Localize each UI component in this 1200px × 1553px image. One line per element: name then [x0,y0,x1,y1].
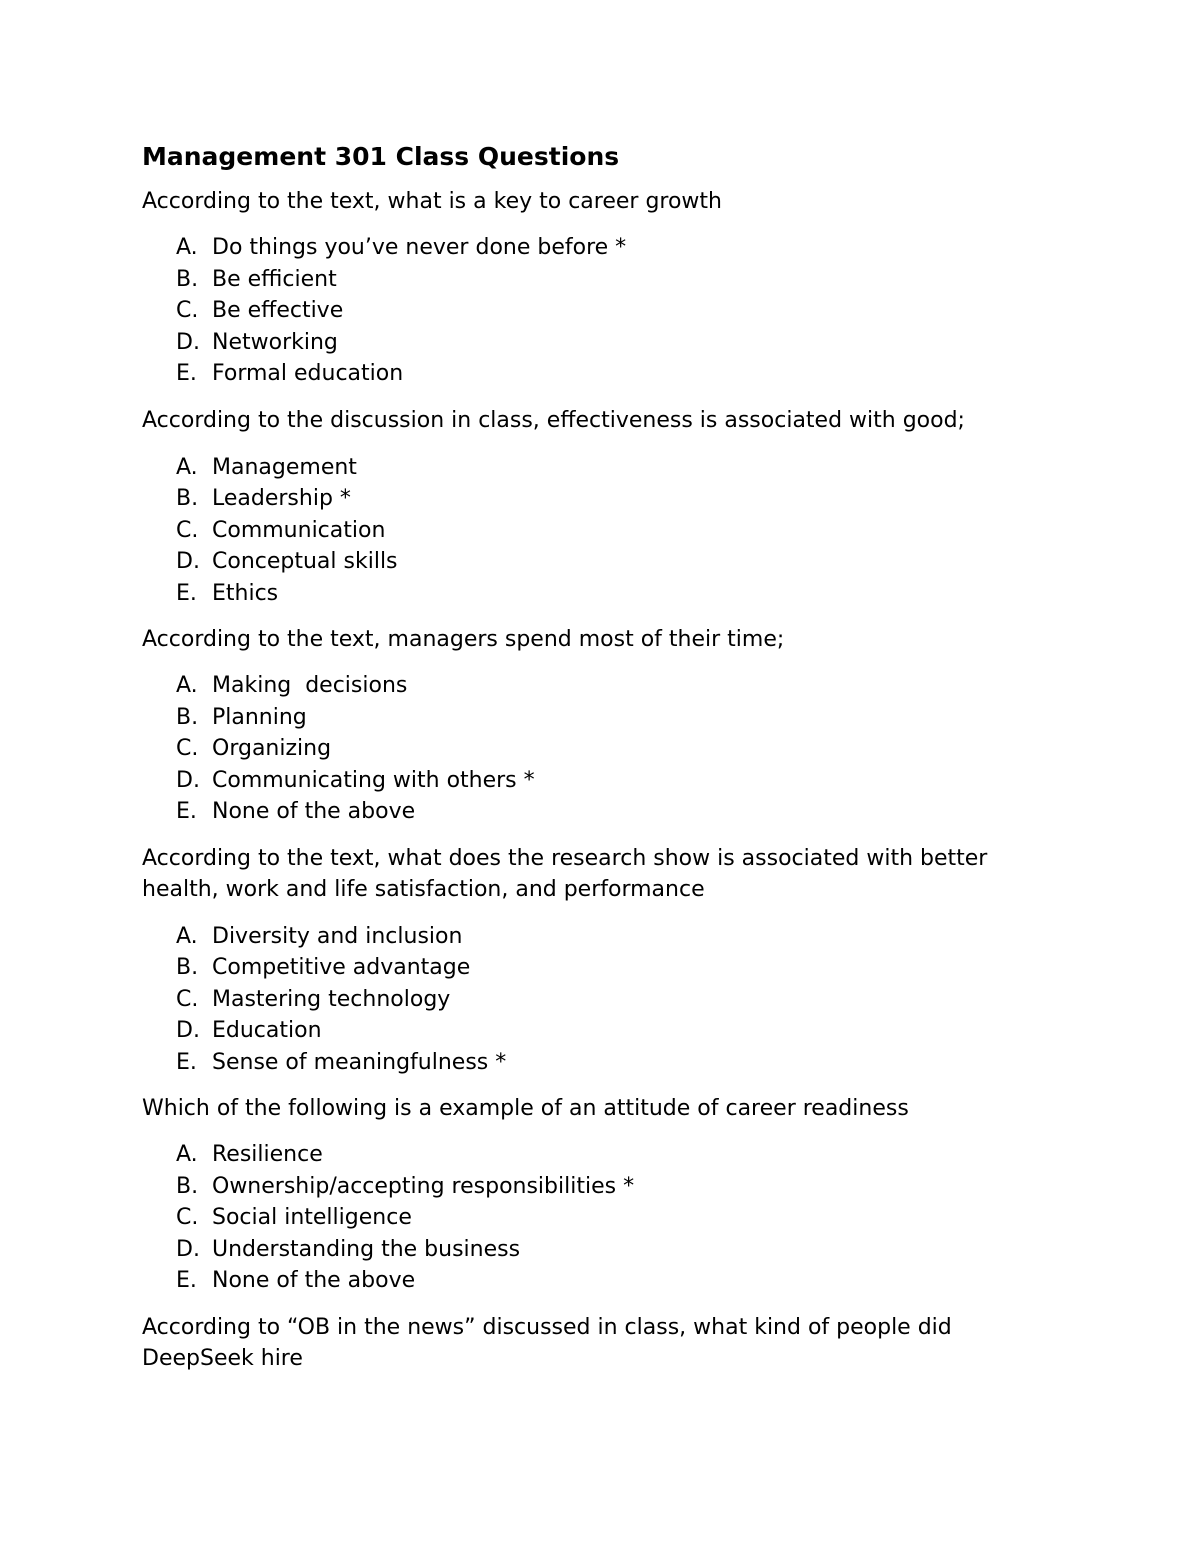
option-item [142,264,1062,296]
option-text: Communicating with others * [212,767,535,793]
option-item [142,1139,1062,1171]
option-letter: C. [176,986,199,1012]
option-letter: D. [176,1018,200,1043]
option-item [142,921,1062,953]
option-letter: C. [176,736,199,761]
option-text: Ownership/accepting responsibilities * [212,1173,635,1199]
option-text: Education [212,1018,322,1043]
option-item [142,1265,1062,1297]
option-letter: A. [176,235,198,260]
option-item [142,232,1062,264]
question-text: According to the discussion in class, effectiveness is associated with good; [142,407,965,433]
question-text: According to the text, what is a key to career growth [142,189,722,214]
option-letter: C. [176,517,199,543]
option-text: Mastering technology [212,986,451,1012]
option-text: Diversity and inclusion [212,923,463,949]
document-title: Management 301 Class Questions [142,142,620,171]
option-letter: D. [176,549,200,574]
option-text: None of the above [212,1268,416,1293]
option-item [142,1234,1062,1266]
question-block [142,624,1062,828]
option-letter: D. [176,1236,200,1262]
option-item [142,1015,1062,1047]
question-block [142,1093,1062,1297]
option-text: Communication [212,517,386,543]
option-letter: A. [176,1142,198,1167]
option-item [142,1047,1062,1079]
option-text: Do things you’ve never done before * [212,235,627,260]
option-text: Social intelligence [212,1205,412,1230]
option-letter: E. [176,1049,197,1075]
option-item [142,358,1062,390]
option-item [142,984,1062,1016]
option-item [142,1202,1062,1234]
option-item [142,452,1062,484]
option-letter: B. [176,266,199,292]
question-text: According to “OB in the news” discussed in class, what kind of people did DeepSeek hire [142,1314,952,1371]
option-text: Conceptual skills [212,549,398,574]
option-letter: A. [176,454,198,480]
option-letter: B. [176,704,199,730]
option-item [142,295,1062,327]
question-block [142,186,1062,390]
option-letter: C. [176,298,199,323]
option-letter: B. [176,486,199,511]
option-list [142,1139,1062,1297]
option-text: Sense of meaningfulness * [212,1049,507,1075]
option-item [142,796,1062,828]
option-letter: E. [176,1268,197,1293]
option-list [142,670,1062,828]
question-block [142,405,1062,610]
document-page [142,138,1062,1374]
option-text: Planning [212,704,307,730]
option-text: Making decisions [212,673,408,698]
option-item [142,483,1062,515]
option-item [142,515,1062,547]
option-text: Networking [212,329,338,355]
option-text: Resilience [212,1142,323,1167]
option-letter: A. [176,923,198,949]
option-letter: D. [176,767,200,793]
option-text: Formal education [212,361,404,386]
option-item [142,578,1062,610]
option-text: None of the above [212,799,416,824]
option-letter: B. [176,1173,199,1199]
option-text: Leadership * [212,486,351,511]
question-text: Which of the following is a example of an attitude of career readiness [142,1096,909,1121]
option-item [142,1171,1062,1203]
option-item [142,765,1062,797]
option-letter: E. [176,361,197,386]
option-letter: E. [176,580,197,606]
question-text: According to the text, managers spend most of their time; [142,627,785,652]
option-list [142,232,1062,390]
option-list [142,921,1062,1079]
option-letter: E. [176,799,197,824]
option-item [142,670,1062,702]
option-text: Be efficient [212,266,337,292]
option-text: Organizing [212,736,332,761]
option-list [142,452,1062,610]
option-letter: C. [176,1205,199,1230]
option-item [142,952,1062,984]
option-item [142,702,1062,734]
question-block [142,1312,1062,1374]
question-text: According to the text, what does the research show is associated with better health, work and life satisfaction, and performance [142,845,988,902]
option-item [142,733,1062,765]
option-text: Competitive advantage [212,955,471,980]
option-text: Ethics [212,580,279,606]
option-letter: A. [176,673,198,698]
option-text: Management [212,454,357,480]
question-block [142,843,1062,1079]
option-item [142,546,1062,578]
option-text: Understanding the business [212,1236,521,1262]
option-letter: D. [176,329,200,355]
option-letter: B. [176,955,199,980]
option-item [142,327,1062,359]
option-text: Be effective [212,298,344,323]
